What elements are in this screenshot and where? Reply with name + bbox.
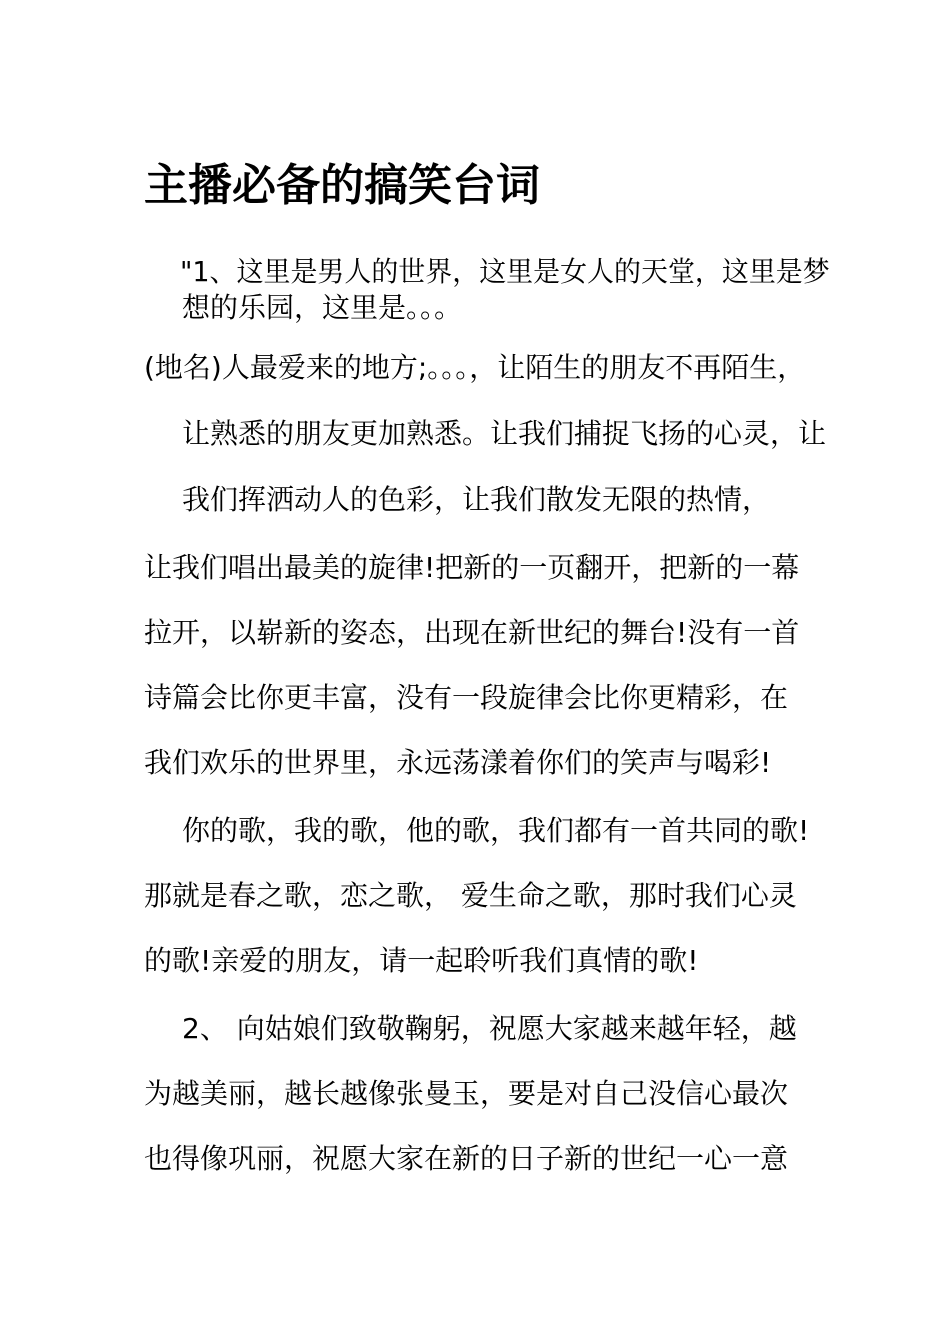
text-line: 你的歌，我的歌，他的歌，我们都有一首共同的歌! [182,814,810,847]
text-line: 想的乐园，这里是。。。 [182,291,463,324]
text-line: 也得像巩丽，祝愿大家在新的日子新的世纪一心一意 [144,1142,789,1175]
document-title: 主播必备的搞笑台词 [144,160,540,211]
text-line: 我们欢乐的世界里，永远荡漾着你们的笑声与喝彩! [144,746,772,779]
text-line: 让熟悉的朋友更加熟悉。让我们捕捉飞扬的心灵，让 [182,417,827,450]
text-line: 为越美丽，越长越像张曼玉，要是对自己没信心最次 [144,1077,789,1110]
text-line: (地名)人最爱来的地方;。。。，让陌生的朋友不再陌生， [144,351,806,384]
text-line: 那就是春之歌，恋之歌， 爱生命之歌，那时我们心灵 [144,879,797,912]
text-line: 诗篇会比你更丰富，没有一段旋律会比你更精彩，在 [144,681,789,714]
text-line: 拉开，以崭新的姿态，出现在新世纪的舞台!没有一首 [144,616,800,649]
text-line: "1、这里是男人的世界，这里是女人的天堂，这里是梦 [180,255,830,288]
text-line: 让我们唱出最美的旋律!把新的一页翻开，把新的一幕 [144,551,800,584]
text-line: 2、 向姑娘们致敬鞠躬，祝愿大家越来越年轻，越 [182,1012,797,1045]
text-line: 我们挥洒动人的色彩，让我们散发无限的热情， [182,483,771,516]
text-line: 的歌!亲爱的朋友，请一起聆听我们真情的歌! [144,944,699,977]
